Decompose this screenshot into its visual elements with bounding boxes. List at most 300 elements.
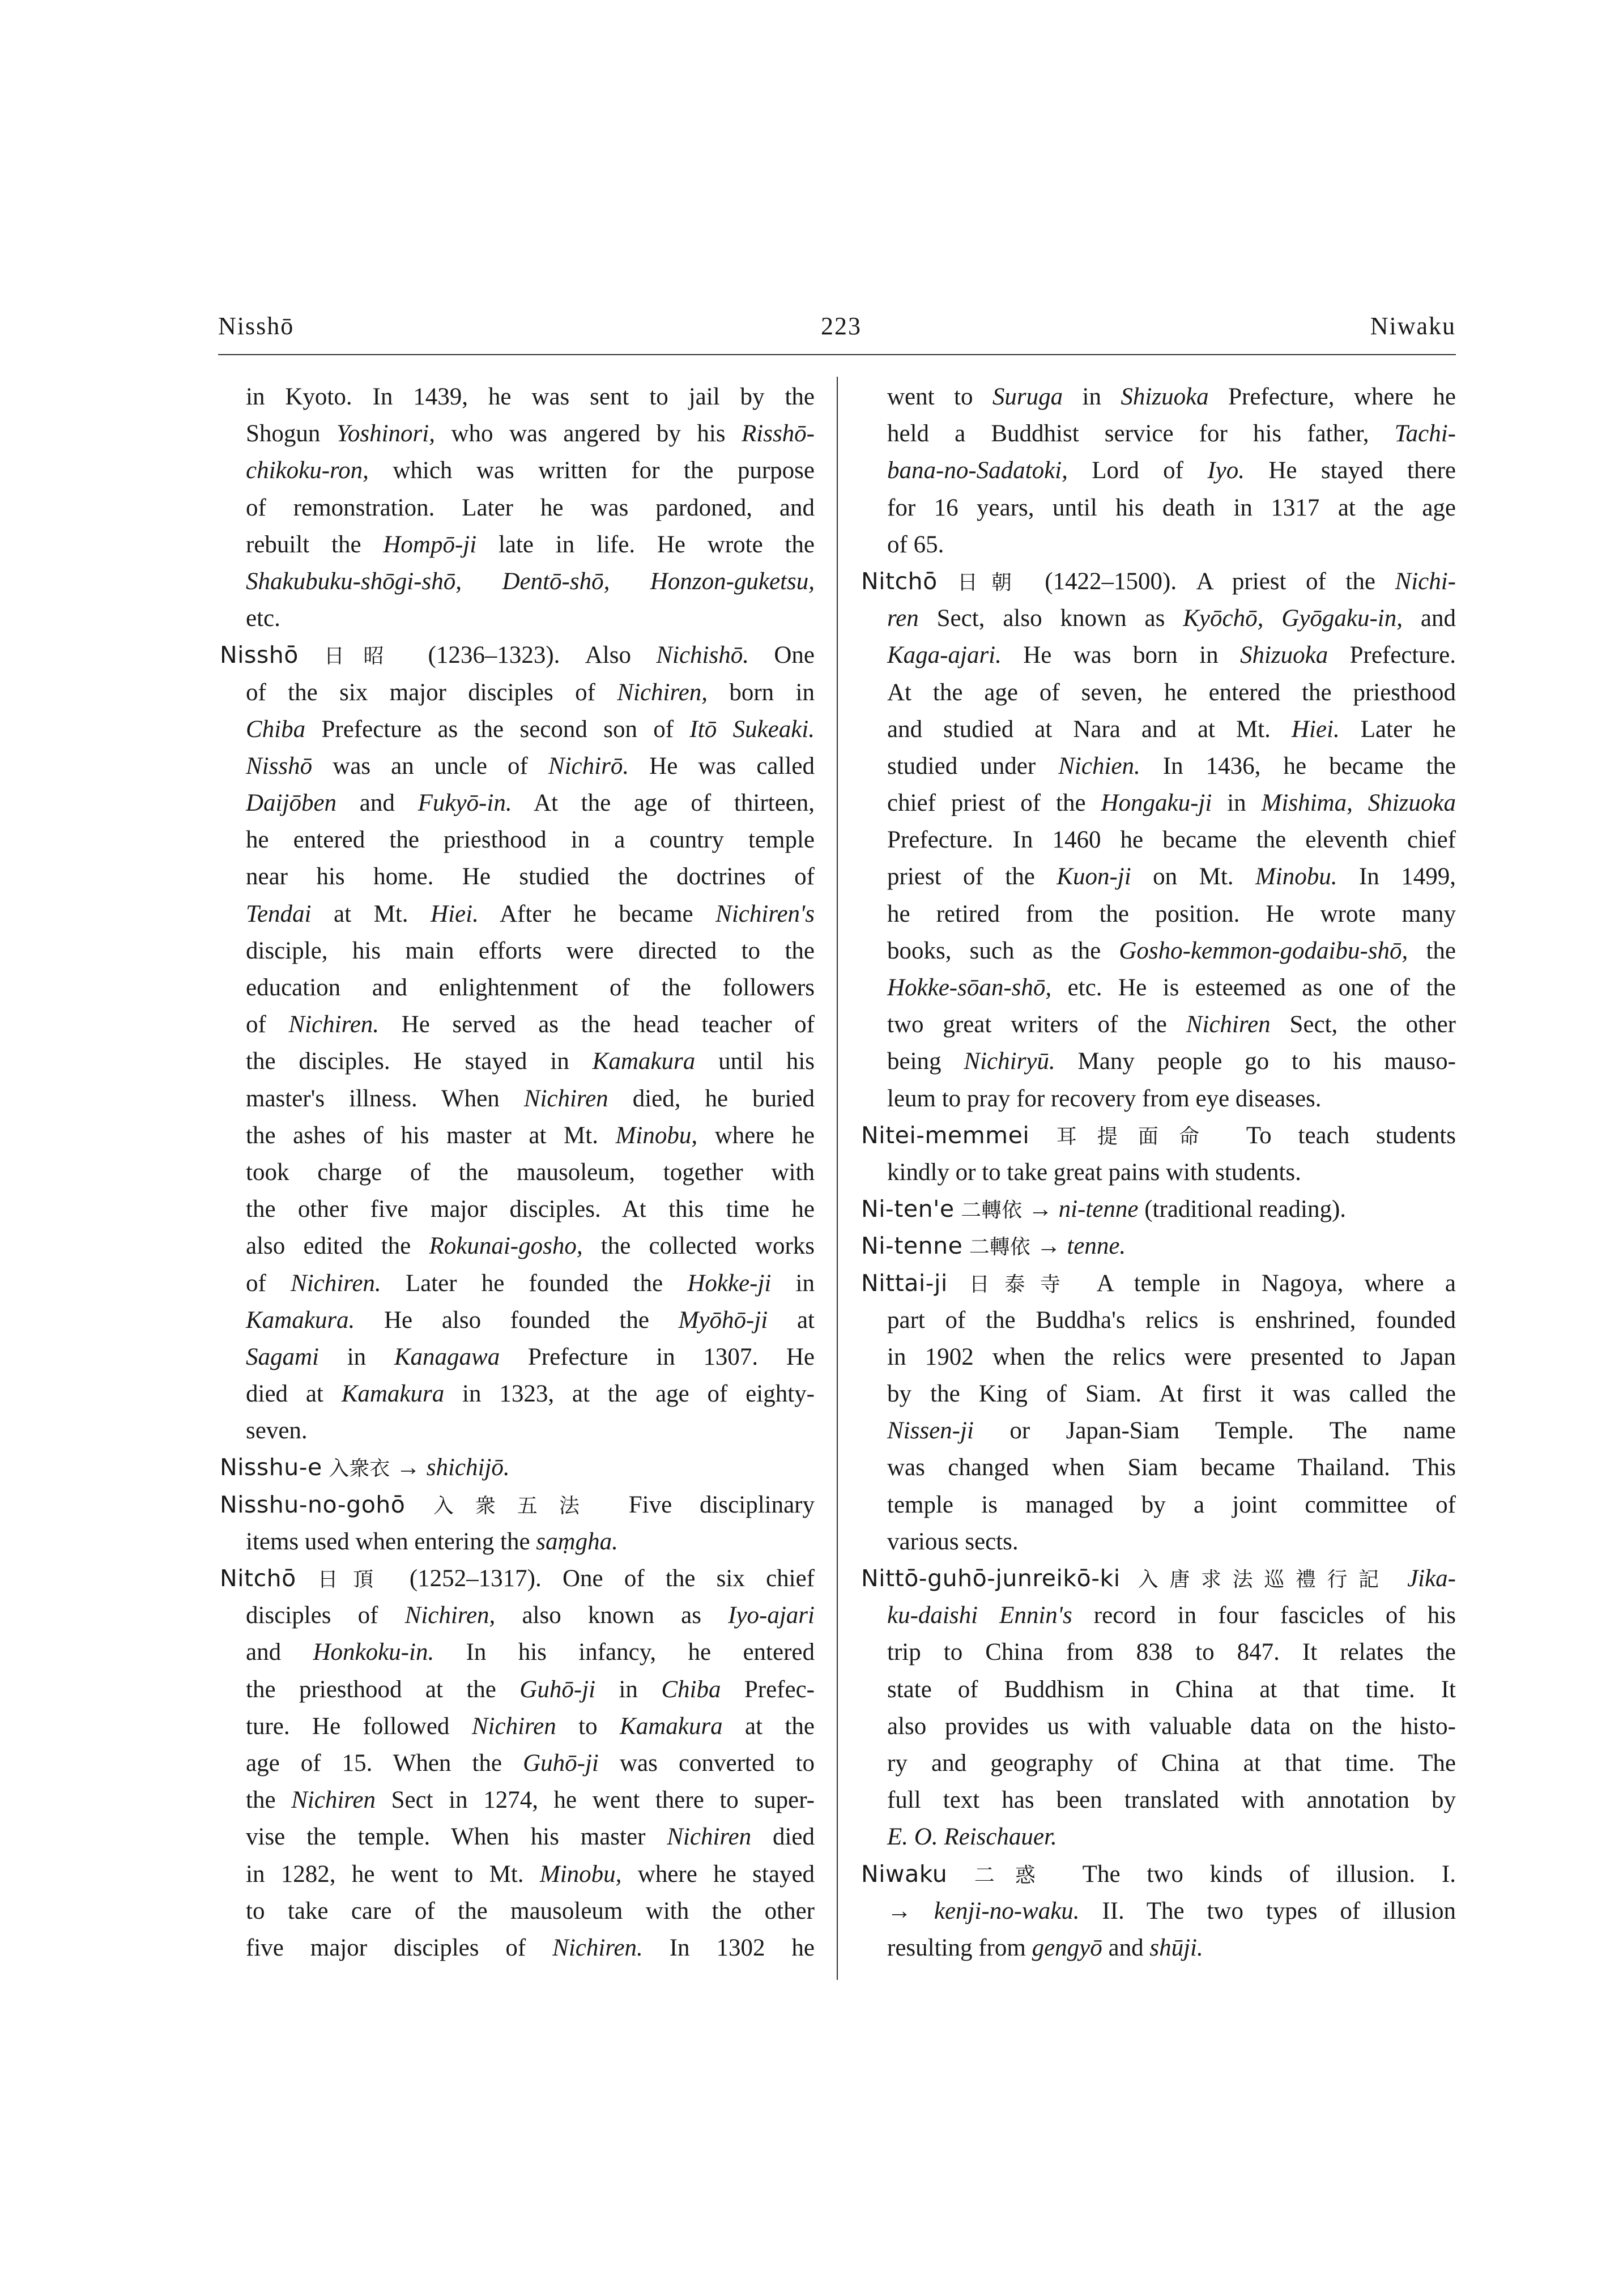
text-line: [861, 1412, 1456, 1449]
text-segment: died, he buried: [608, 1085, 815, 1112]
text-line: [861, 1375, 1456, 1412]
text-line: [861, 526, 1456, 563]
text-segment: Sect, the other: [1270, 1011, 1456, 1038]
text-segment: also edited the: [246, 1233, 429, 1260]
text-segment: in: [1212, 790, 1262, 817]
text-segment: at Mt.: [311, 900, 431, 927]
text-line: [861, 1818, 1456, 1855]
text-line: [861, 489, 1456, 526]
text-segment: went to: [887, 384, 992, 410]
text-line: [220, 1523, 815, 1560]
text-segment: Nisshō: [246, 752, 313, 779]
text-line: [220, 1412, 815, 1449]
text-line: [220, 452, 815, 489]
text-segment: also provides us with valuable data on the histo-: [887, 1713, 1456, 1740]
text-segment: tenne.: [1067, 1233, 1126, 1260]
text-segment: II. The two types of illusion: [1079, 1897, 1456, 1924]
text-segment: Many people go to his mauso-: [1055, 1048, 1456, 1075]
text-segment: [462, 568, 502, 595]
text-segment: Daijōben: [246, 790, 337, 817]
text-segment: to take care of the mausoleum with the other: [246, 1897, 815, 1924]
left-column: [220, 378, 815, 1966]
text-segment: and: [336, 790, 418, 817]
text-segment: Guhō-ji: [523, 1749, 599, 1777]
text-segment: After he became: [478, 900, 716, 927]
entry-term: Nittō-guhō-junreikō-ki: [861, 1565, 1121, 1592]
text-segment: Hiei.: [431, 900, 479, 927]
text-segment: where he: [697, 1122, 815, 1149]
text-segment: the other five major disciples. At this time he: [246, 1196, 815, 1223]
text-segment: Nichiren: [1186, 1011, 1271, 1038]
text-line: [861, 674, 1456, 711]
entry-term: Nitchō: [861, 567, 938, 595]
text-segment: Later he founded the: [381, 1270, 688, 1297]
text-segment: studied under: [887, 752, 1059, 779]
text-line: [861, 1523, 1456, 1560]
header-rule: [218, 354, 1456, 355]
kanji-term: 入唐求法巡禮行記: [1120, 1568, 1390, 1591]
text-segment: died at: [246, 1381, 342, 1408]
text-segment: Hiei.: [1291, 715, 1340, 743]
text-segment: Prefecture. In 1460 he became the eleventh chief: [887, 827, 1456, 854]
column-divider: [837, 377, 838, 1980]
text-line: [861, 1339, 1456, 1375]
entry-term: Ni-tenne: [861, 1232, 963, 1260]
text-line: [220, 1782, 815, 1818]
text-line: [861, 1486, 1456, 1523]
text-line: [220, 563, 815, 600]
text-line: [861, 932, 1456, 969]
text-segment: Nichiren: [667, 1824, 752, 1851]
text-segment: Iyo.: [1207, 457, 1245, 484]
text-segment: He served as the head teacher of: [379, 1011, 815, 1038]
text-segment: Dentō-shō,: [502, 568, 610, 595]
text-line: [861, 1634, 1456, 1671]
text-segment: chikoku-ron,: [246, 457, 369, 484]
text-segment: late in life. He wrote the: [476, 531, 815, 558]
text-segment: Nissen-ji: [887, 1417, 974, 1445]
text-line: [220, 1191, 815, 1228]
text-segment: E. O. Reischauer.: [887, 1824, 1057, 1851]
text-segment: Shizuoka: [1239, 642, 1328, 669]
text-segment: [1263, 605, 1281, 632]
text-segment: Shizuoka: [1121, 384, 1209, 410]
text-segment: until his: [695, 1048, 815, 1075]
text-segment: of 65.: [887, 531, 944, 558]
text-line: [220, 1006, 815, 1043]
text-line: [220, 378, 815, 415]
text-line: [220, 1375, 815, 1412]
entry-term: Nisshō: [220, 641, 299, 669]
text-segment: in 1902 when the relics were presented to Japan: [887, 1343, 1456, 1370]
text-segment: Shakubuku-shōgi-shō,: [246, 568, 462, 595]
text-line: [861, 785, 1456, 821]
text-segment: gengyō: [1032, 1934, 1102, 1961]
kanji-term: 日朝: [937, 570, 1025, 594]
text-line: [861, 452, 1456, 489]
text-segment: In 1499,: [1337, 863, 1456, 891]
text-segment: kindly or to take great pains with students.: [887, 1158, 1301, 1186]
text-segment: full text has been translated with annotation by: [887, 1787, 1456, 1814]
page-number: 223: [821, 312, 862, 340]
text-line: [220, 1671, 815, 1708]
text-segment: held a Buddhist service for his father,: [887, 420, 1395, 448]
text-segment: was an uncle of: [312, 752, 548, 779]
text-line: [861, 1893, 1456, 1929]
text-line: [220, 969, 815, 1006]
text-line: [220, 1893, 815, 1929]
text-segment: Kyōchō,: [1183, 605, 1264, 632]
entry-headline: [861, 1228, 1456, 1264]
text-segment: Tachi-: [1394, 420, 1456, 448]
text-segment: priest of the: [887, 863, 1057, 891]
text-segment: Gyōgaku-in,: [1281, 605, 1403, 632]
text-segment: for 16 years, until his death in 1317 at the age: [887, 494, 1456, 521]
text-segment: also known as: [495, 1602, 729, 1629]
text-line: [861, 415, 1456, 452]
entry-headline: [861, 1560, 1456, 1597]
entry-headline: [220, 1560, 815, 1597]
text-line: [861, 600, 1456, 637]
text-segment: was changed when Siam became Thailand. This: [887, 1454, 1456, 1481]
text-segment: Hompō-ji: [383, 531, 477, 558]
text-segment: Hokke-ji: [687, 1270, 772, 1297]
text-segment: In 1302 he: [642, 1934, 815, 1961]
text-segment: Nichiren,: [404, 1602, 496, 1629]
text-segment: Risshō-: [742, 420, 815, 448]
text-segment: record in four fascicles of his: [1072, 1602, 1456, 1629]
kanji-term: 入衆衣: [322, 1457, 390, 1481]
text-segment: Sect in 1274, he went there to super-: [376, 1787, 815, 1814]
text-line: [861, 748, 1456, 785]
text-segment: shichijō.: [426, 1454, 510, 1481]
text-segment: books, such as the: [887, 937, 1119, 964]
text-segment: in 1323, at the age of eighty-: [444, 1381, 815, 1408]
text-segment: ni-tenne: [1058, 1196, 1139, 1223]
text-line: [220, 1265, 815, 1302]
text-segment: age of 15. When the: [246, 1749, 523, 1777]
text-segment: saṃgha.: [536, 1528, 618, 1555]
text-segment: Nichiren.: [552, 1934, 643, 1961]
text-segment: vise the temple. When his master: [246, 1824, 667, 1851]
text-segment: two great writers of the: [887, 1011, 1186, 1038]
text-segment: shūji.: [1149, 1934, 1203, 1961]
text-line: [861, 1708, 1456, 1745]
text-line: [220, 1080, 815, 1117]
text-line: [861, 711, 1456, 748]
text-segment: died: [751, 1824, 815, 1851]
text-segment: Suruga: [992, 384, 1063, 410]
text-line: [220, 785, 815, 821]
text-segment: (1252–1317). One of the six chief: [388, 1565, 815, 1592]
text-line: [220, 1117, 815, 1154]
kanji-term: 入衆五法: [405, 1494, 601, 1518]
text-segment: state of Buddhism in China at that time. It: [887, 1676, 1456, 1703]
text-segment: disciple, his main efforts were directed to the: [246, 937, 815, 964]
text-segment: (1422–1500). A priest of the: [1025, 568, 1395, 595]
text-line: [220, 1339, 815, 1375]
text-segment: Rokunai-gosho,: [429, 1233, 583, 1260]
text-segment: of the six major disciples of: [246, 679, 617, 706]
text-line: [861, 1302, 1456, 1339]
text-line: [861, 1671, 1456, 1708]
text-segment: Nichiren.: [291, 1270, 381, 1297]
text-segment: ren: [887, 605, 919, 632]
text-segment: →: [887, 1897, 934, 1924]
text-segment: by the King of Siam. At first it was called the: [887, 1381, 1456, 1408]
text-segment: Nichiren.: [288, 1011, 380, 1038]
text-segment: →: [390, 1454, 427, 1481]
text-line: [220, 600, 815, 637]
text-segment: Yoshinori,: [336, 420, 435, 448]
text-segment: Minobu,: [539, 1860, 622, 1888]
text-line: [220, 1929, 815, 1966]
text-segment: the ashes of his master at Mt.: [246, 1122, 616, 1149]
entry-headline: [861, 1191, 1456, 1228]
entry-headline: [220, 1486, 815, 1523]
text-line: [220, 711, 815, 748]
text-segment: Mishima, Shizuoka: [1261, 790, 1456, 817]
text-segment: in: [595, 1676, 662, 1703]
text-line: [861, 1745, 1456, 1782]
text-line: [861, 1782, 1456, 1818]
text-segment: →: [1022, 1196, 1059, 1223]
entry-term: Niwaku: [861, 1860, 948, 1888]
text-line: [220, 932, 815, 969]
text-line: [220, 748, 815, 785]
text-segment: in: [1063, 384, 1121, 410]
text-segment: Jika-: [1407, 1565, 1456, 1592]
text-segment: He stayed there: [1245, 457, 1456, 484]
text-line: [861, 858, 1456, 895]
text-segment: Iyo-ajari: [728, 1602, 815, 1629]
text-segment: Kamakura: [341, 1381, 445, 1408]
kanji-term: 日頂: [296, 1568, 389, 1591]
text-segment: disciples of: [246, 1602, 405, 1629]
text-segment: Honzon-guketsu,: [650, 568, 815, 595]
text-segment: in: [771, 1270, 815, 1297]
text-segment: the priesthood at the: [246, 1676, 520, 1703]
text-segment: A temple in Nagoya, where a: [1075, 1270, 1456, 1297]
text-segment: he retired from the position. He wrote many: [887, 900, 1456, 927]
kanji-term: 日泰寺: [947, 1272, 1076, 1296]
kanji-term: 二轉依: [954, 1199, 1023, 1222]
text-line: [861, 821, 1456, 858]
text-segment: Nichiryū.: [964, 1048, 1055, 1075]
text-line: [220, 1154, 815, 1191]
text-segment: rebuilt the: [246, 531, 384, 558]
text-segment: Shogun: [246, 420, 336, 448]
text-segment: Minobu.: [1255, 863, 1337, 891]
text-segment: bana-no-Sadatoki,: [887, 457, 1068, 484]
kanji-term: 日昭: [298, 645, 403, 668]
text-segment: He was born in: [1001, 642, 1240, 669]
text-segment: (1236–1323). Also: [403, 642, 657, 669]
text-segment: the: [246, 1787, 292, 1814]
header-left-word: Nisshō: [218, 312, 295, 340]
text-segment: Prefecture, where he: [1208, 384, 1456, 410]
right-column: [861, 378, 1456, 1966]
text-segment: Prefecture.: [1328, 642, 1456, 669]
entry-headline: [861, 1117, 1456, 1154]
text-segment: Tendai: [246, 900, 312, 927]
text-segment: items used when entering the: [246, 1528, 536, 1555]
text-segment: Nichiren,: [617, 679, 708, 706]
text-segment: Five disciplinary: [600, 1491, 815, 1518]
text-segment: Chiba: [661, 1676, 721, 1703]
text-segment: trip to China from 838 to 847. It relates the: [887, 1639, 1456, 1666]
entry-term: Nitchō: [220, 1565, 296, 1592]
text-segment: and: [1102, 1934, 1150, 1961]
text-line: [220, 1597, 815, 1634]
text-segment: He also founded the: [355, 1306, 679, 1334]
text-segment: and studied at Nara and at Mt.: [887, 715, 1292, 743]
text-segment: Chiba: [246, 715, 306, 743]
text-segment: One: [749, 642, 815, 669]
entry-headline: [220, 637, 815, 674]
entry-headline: [220, 1449, 815, 1486]
text-line: [220, 674, 815, 711]
text-segment: at: [768, 1306, 815, 1334]
text-segment: etc. He is esteemed as one of the: [1051, 974, 1456, 1001]
text-line: [220, 896, 815, 932]
text-line: [861, 1006, 1456, 1043]
text-segment: Later he: [1339, 715, 1456, 743]
kanji-term: 耳提面命: [1029, 1124, 1220, 1148]
text-segment: the disciples. He stayed in: [246, 1048, 593, 1075]
text-segment: in Kyoto. In 1439, he was sent to jail by the: [246, 384, 815, 410]
text-segment: Nichiren's: [715, 900, 815, 927]
text-segment: Minobu,: [615, 1122, 698, 1149]
text-segment: He was called: [629, 752, 815, 779]
text-segment: Sagami: [246, 1343, 319, 1370]
text-segment: in 1282, he went to Mt.: [246, 1860, 540, 1888]
entry-term: Nittai-ji: [861, 1269, 948, 1297]
text-line: [220, 1228, 815, 1264]
text-segment: Prefecture in 1307. He: [500, 1343, 815, 1370]
text-segment: Kamakura.: [246, 1306, 355, 1334]
text-segment: Nichi-: [1395, 568, 1456, 595]
text-segment: At the age of seven, he entered the priesthood: [887, 679, 1456, 706]
text-segment: near his home. He studied the doctrines of: [246, 863, 815, 891]
text-segment: Hokke-sōan-shō,: [887, 974, 1052, 1001]
text-segment: took charge of the mausoleum, together with: [246, 1158, 815, 1186]
text-segment: temple is managed by a joint committee of: [887, 1491, 1456, 1518]
text-segment: leum to pray for recovery from eye diseases.: [887, 1085, 1322, 1112]
text-line: [861, 1597, 1456, 1634]
text-segment: being: [887, 1048, 964, 1075]
text-segment: In 1436, he became the: [1140, 752, 1456, 779]
text-line: [220, 821, 815, 858]
text-line: [861, 1154, 1456, 1191]
text-line: [220, 1302, 815, 1339]
text-segment: of: [246, 1270, 291, 1297]
text-segment: which was written for the purpose: [368, 457, 815, 484]
kanji-term: 二惑: [947, 1863, 1056, 1887]
text-segment: Hongaku-ji: [1101, 790, 1212, 817]
text-segment: five major disciples of: [246, 1934, 553, 1961]
kanji-term: 二轉依: [962, 1236, 1030, 1259]
text-line: [220, 1634, 815, 1671]
text-line: [220, 415, 815, 452]
text-line: [861, 637, 1456, 674]
text-segment: Nichien.: [1058, 752, 1140, 779]
text-line: [220, 1856, 815, 1893]
text-segment: etc.: [246, 605, 280, 632]
text-segment: Lord of: [1067, 457, 1208, 484]
text-segment: Guhō-ji: [519, 1676, 596, 1703]
text-line: [220, 489, 815, 526]
text-segment: of: [246, 1011, 289, 1038]
text-segment: Sect, also known as: [918, 605, 1183, 632]
text-segment: Kuon-ji: [1057, 863, 1131, 891]
text-segment: Itō Sukeaki.: [689, 715, 815, 743]
text-line: [220, 526, 815, 563]
text-line: [861, 378, 1456, 415]
text-segment: master's illness. When: [246, 1085, 524, 1112]
text-segment: and: [1403, 605, 1456, 632]
text-segment: at the: [722, 1713, 815, 1740]
text-segment: [1390, 1565, 1407, 1592]
text-segment: of remonstration. Later he was pardoned, and: [246, 494, 815, 521]
text-segment: born in: [707, 679, 815, 706]
text-segment: Kanagawa: [394, 1343, 500, 1370]
text-line: [861, 896, 1456, 932]
entry-headline: [861, 1856, 1456, 1893]
text-segment: ture. He followed: [246, 1713, 472, 1740]
text-segment: where he stayed: [621, 1860, 815, 1888]
text-line: [861, 1929, 1456, 1966]
entry-headline: [861, 563, 1456, 600]
text-segment: to: [556, 1713, 620, 1740]
text-segment: Nichiren: [291, 1787, 376, 1814]
text-segment: The two kinds of illusion. I.: [1055, 1860, 1456, 1888]
text-line: [861, 969, 1456, 1006]
text-segment: Nichishō.: [656, 642, 749, 669]
text-segment: To teach students: [1220, 1122, 1456, 1149]
text-segment: seven.: [246, 1417, 308, 1445]
text-line: [861, 1080, 1456, 1117]
text-segment: →: [1030, 1233, 1067, 1260]
text-segment: Prefecture as the second son of: [305, 715, 690, 743]
text-segment: Prefec-: [721, 1676, 815, 1703]
text-segment: In his infancy, he entered: [434, 1639, 815, 1666]
text-segment: ku-daishi Ennin's: [887, 1602, 1072, 1629]
text-segment: or Japan-Siam Temple. The name: [973, 1417, 1456, 1445]
text-segment: Fukyō-in.: [418, 790, 512, 817]
text-segment: on Mt.: [1131, 863, 1255, 891]
entry-term: Nisshu-no-gohō: [220, 1490, 406, 1518]
text-segment: Kamakura: [620, 1713, 723, 1740]
text-segment: Nichirō.: [548, 752, 629, 779]
text-segment: ry and geography of China at that time. The: [887, 1749, 1456, 1777]
text-segment: chief priest of the: [887, 790, 1101, 817]
text-segment: part of the Buddha's relics is enshrined, founded: [887, 1306, 1456, 1334]
text-line: [220, 1818, 815, 1855]
text-line: [220, 1708, 815, 1745]
text-line: [220, 858, 815, 895]
entry-term: Ni-ten'e: [861, 1195, 955, 1223]
text-segment: [610, 568, 650, 595]
entry-headline: [861, 1265, 1456, 1302]
text-segment: Honkoku-in.: [313, 1639, 434, 1666]
entry-term: Nisshu-e: [220, 1454, 322, 1481]
text-segment: he entered the priesthood in a country temple: [246, 827, 815, 854]
header-right-word: Niwaku: [1370, 312, 1456, 340]
text-segment: was converted to: [598, 1749, 815, 1777]
text-segment: kenji-no-waku.: [934, 1897, 1080, 1924]
text-segment: and: [246, 1639, 313, 1666]
